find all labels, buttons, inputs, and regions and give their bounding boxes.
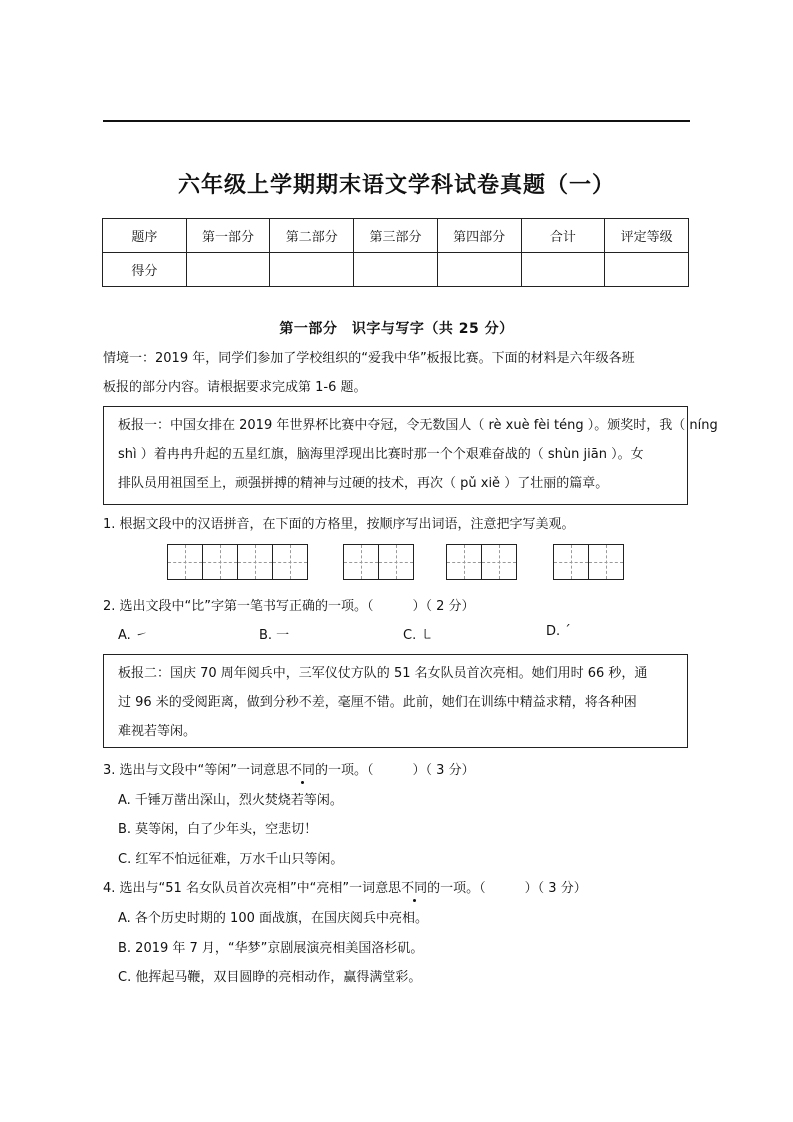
q3-emphasis: 不同 xyxy=(289,759,315,778)
q4-stem-start: 4. 选出与“51 名女队员首次亮相”中“亮相”一词意思 xyxy=(103,881,402,896)
q2-option-a[interactable]: A. ㇀ xyxy=(118,628,148,643)
score-header-cell: 合计 xyxy=(521,219,605,253)
q4-emphasis: 不同 xyxy=(401,877,427,896)
page-title: 六年级上学期期末语文学科试卷真题（一） xyxy=(177,173,615,198)
score-header-cell: 题序 xyxy=(103,219,187,253)
score-cell[interactable] xyxy=(186,253,270,287)
board1-line: 板报一：中国女排在 2019 年世界杯比赛中夺冠，令无数国人（ rè xuè fèi téng ）。颁奖时，我（ níng xyxy=(118,418,718,433)
q3-stem-end: 的一项。（ ）（ 3 分） xyxy=(315,763,475,778)
score-header-cell: 评定等级 xyxy=(605,219,689,253)
writing-cell[interactable] xyxy=(553,544,589,580)
writing-cell[interactable] xyxy=(343,544,379,580)
board1-line: shì ）着冉冉升起的五星红旗，脑海里浮现出比赛时那一个个艰难奋战的（ shùn jiān ）。女 xyxy=(118,447,644,462)
board1-box xyxy=(103,406,718,505)
q4-stem-end: 的一项。（ ）（ 3 分） xyxy=(427,881,587,896)
board2-line: 过 96 米的受阅距离，做到分秒不差，毫厘不错。此前，她们在训练中精益求精，将各种困 xyxy=(118,695,637,710)
writing-cell[interactable] xyxy=(272,544,308,580)
q4-option-c[interactable]: C. 他挥起马鞭，双目圆睁的亮相动作，赢得满堂彩。 xyxy=(118,970,422,985)
top-rule xyxy=(103,120,690,122)
score-cell[interactable] xyxy=(354,253,438,287)
board2-line: 难视若等闲。 xyxy=(118,724,197,739)
question-1: 1. 根据文段中的汉语拼音，在下面的方格里，按顺序写出词语，注意把字写美观。 xyxy=(103,517,575,532)
writing-cell[interactable] xyxy=(481,544,517,580)
part1-heading: 第一部分 识字与写字（共 25 分） xyxy=(279,321,514,337)
score-header-cell: 第四部分 xyxy=(437,219,521,253)
writing-cell[interactable] xyxy=(446,544,482,580)
board2-line: 板报二：国庆 70 周年阅兵中，三军仪仗方队的 51 名女队员首次亮相。她们用时 66 秒，通 xyxy=(118,666,648,681)
writing-cell[interactable] xyxy=(202,544,238,580)
question-3 xyxy=(103,759,475,778)
intro-line: 板报的部分内容。请根据要求完成第 1-6 题。 xyxy=(103,380,367,395)
writing-cell[interactable] xyxy=(237,544,273,580)
q2-option-b[interactable]: B. 一 xyxy=(259,628,290,643)
q3-option-b[interactable]: B. 莫等闲，白了少年头，空悲切！ xyxy=(118,822,318,837)
score-header-cell: 第二部分 xyxy=(270,219,354,253)
q4-option-b[interactable]: B. 2019 年 7 月，“华梦”京剧展演亮相美国洛杉矶。 xyxy=(118,941,424,956)
score-cell[interactable] xyxy=(270,253,354,287)
q3-stem-start: 3. 选出与文段中“等闲”一词意思 xyxy=(103,763,290,778)
q3-option-c[interactable]: C. 红军不怕远征难，万水千山只等闲。 xyxy=(118,852,344,867)
q2-option-c[interactable]: C. ㇄ xyxy=(403,628,434,643)
answer-grid-2 xyxy=(343,544,414,580)
score-table-header-row xyxy=(103,219,689,253)
q4-option-a[interactable]: A. 各个历史时期的 100 面战旗，在国庆阅兵中亮相。 xyxy=(118,911,429,926)
answer-grid-3 xyxy=(446,544,517,580)
score-cell[interactable] xyxy=(605,253,689,287)
score-row-label: 得分 xyxy=(103,253,187,287)
score-cell[interactable] xyxy=(521,253,605,287)
writing-cell[interactable] xyxy=(378,544,414,580)
board1-line: 排队员用祖国至上，顽强拼搏的精神与过硬的技术，再次（ pǔ xiě ）了壮丽的篇章。 xyxy=(118,476,609,491)
score-table xyxy=(102,218,689,287)
answer-grid-1 xyxy=(167,544,308,580)
board2-box xyxy=(103,654,688,748)
score-header-cell: 第三部分 xyxy=(354,219,438,253)
question-2: 2. 选出文段中“比”字第一笔书写正确的一项。（ ）（ 2 分） xyxy=(103,599,475,614)
writing-cell[interactable] xyxy=(588,544,624,580)
q3-option-a[interactable]: A. 千锤万凿出深山，烈火焚烧若等闲。 xyxy=(118,793,343,808)
score-header-cell: 第一部分 xyxy=(186,219,270,253)
score-cell[interactable] xyxy=(437,253,521,287)
q2-option-d[interactable]: D. ˊ xyxy=(546,624,571,639)
question-4 xyxy=(103,877,587,896)
intro-line: 情境一：2019 年，同学们参加了学校组织的“爱我中华”板报比赛。下面的材料是六年级各班 xyxy=(103,351,635,366)
score-table-score-row xyxy=(103,253,689,287)
answer-grid-4 xyxy=(553,544,624,580)
writing-cell[interactable] xyxy=(167,544,203,580)
